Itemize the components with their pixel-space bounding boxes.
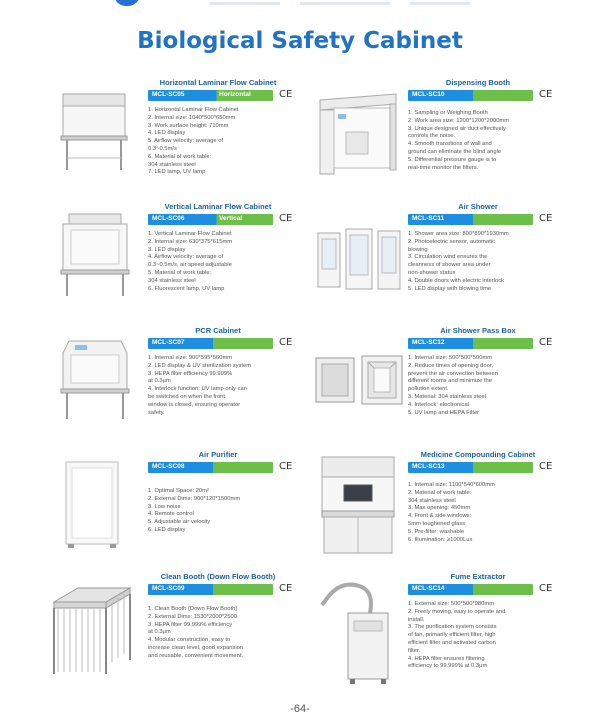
- spec-item: 2. Work area size: 1200*1200*2000mm: [408, 117, 510, 124]
- product-name: Air Shower Pass Box: [440, 326, 516, 335]
- vertical-laminar-flow-cabinet-image: [55, 210, 135, 300]
- spec-item: 3. The purification system consists of fan, primarily efficient filter, high efficient filter and activated carbon filter.: [408, 624, 497, 654]
- product-name: Clean Booth (Down Flow Booth): [160, 572, 276, 581]
- page-number: -64-: [290, 703, 310, 715]
- model-number: MCL-SC12: [412, 339, 445, 346]
- model-number: MCL-SC06: [152, 215, 185, 222]
- spec-item: 4. Interlock function: UV lamp only can be switched on when the front window is closed, ensuring operator safety.: [148, 386, 247, 416]
- product-name: Fume Extractor: [450, 572, 506, 581]
- spec-item: 1. Optimal Space: 20m²: [148, 488, 209, 494]
- spec-item: 1. Sampling or Weighing Booth: [408, 110, 488, 116]
- model-badge: [408, 90, 533, 101]
- spec-item: 6. Illumination: ≥1000Lux: [408, 536, 473, 543]
- spec-item: 3. Circulation wind ensures the cleanness of shower area under non-shower status: [408, 254, 491, 276]
- brand-logo: [114, 0, 140, 6]
- spec-item: 4. LED display: [148, 130, 186, 137]
- spec-item: 6. LED display: [148, 526, 186, 533]
- spec-item: 4. Airflow velocity: average of 0.3~0.5m/s, air speed adjustable: [148, 254, 232, 269]
- ce-mark: CE: [279, 89, 293, 100]
- spec-list: [148, 107, 288, 177]
- air-shower-pass-box-image: [312, 350, 406, 412]
- spec-item: 1. Internal size: 900*595*560mm: [148, 355, 233, 361]
- product-name: Air Shower: [458, 202, 498, 211]
- header-decoration: [210, 2, 280, 5]
- spec-item: 1. Shower area size: 800*890*1930mm: [408, 231, 509, 237]
- medicine-compounding-cabinet-image: [318, 453, 398, 557]
- horizontal-laminar-flow-cabinet-image: [55, 88, 135, 174]
- spec-item: 3. HEPA filter efficiency 99.999% at 0.3μm: [148, 370, 233, 385]
- model-number: MCL-SC09: [152, 585, 185, 592]
- spec-item: 3. HEPA filter 99.999% efficiency at 0.3μm: [148, 621, 233, 636]
- spec-item: 2. Freely moving, easy to operate and install.: [408, 608, 506, 623]
- spec-item: 1. External size: 500*500*980mm: [408, 601, 495, 607]
- model-number: MCL-SC08: [152, 463, 185, 470]
- header-decoration: [410, 2, 470, 5]
- spec-list: [408, 231, 548, 293]
- spec-item: 4. Double doors with electric interlock: [408, 277, 505, 284]
- model-tag: Horizontal: [219, 91, 251, 98]
- product-name: Dispensing Booth: [445, 78, 511, 87]
- ce-mark: CE: [539, 583, 553, 594]
- header-decoration: [300, 2, 390, 5]
- spec-item: 7. LED lamp, UV lamp: [148, 169, 206, 176]
- model-number: MCL-SC13: [412, 463, 445, 470]
- spec-list: [408, 355, 548, 417]
- spec-item: 6. Material of work table: 304 stainless steel: [148, 153, 212, 168]
- spec-item: 4. HEPA filter ensures filtering efficiency to 99.999% at 0.3μm: [408, 655, 488, 670]
- model-number: MCL-SC10: [412, 91, 445, 98]
- model-number: MCL-SC14: [412, 585, 445, 592]
- spec-item: 3. Work surface height: 710mm: [148, 122, 229, 129]
- product-name: Medicine Compounding Cabinet: [420, 450, 536, 459]
- pcr-cabinet-image: [55, 333, 135, 423]
- spec-item: 1. Clean Booth (Down Flow Booth): [148, 606, 238, 612]
- spec-item: 3. LED display: [148, 246, 186, 253]
- model-badge: [408, 214, 533, 225]
- model-badge: [408, 584, 533, 595]
- spec-item: 5. Airflow velocity: average of 0.3~0.5m/s: [148, 138, 224, 152]
- spec-item: 1. Internal size: 1100*540*600mm: [408, 482, 495, 488]
- model-badge: [148, 338, 273, 349]
- air-shower-image: [314, 225, 404, 295]
- spec-list: [148, 231, 288, 293]
- spec-item: 5. Differential pressure gauge is to real-time monitor the filters.: [408, 156, 497, 171]
- product-card: [408, 78, 600, 200]
- product-name: PCR Cabinet: [195, 326, 241, 335]
- ce-mark: CE: [279, 583, 293, 594]
- spec-item: 4. Remote control: [148, 511, 194, 518]
- spec-item: 2. LED display & UV sterilization system: [148, 362, 252, 369]
- ce-mark: CE: [539, 89, 553, 100]
- spec-item: 4. Interlock: electronical: [408, 401, 469, 408]
- product-card: [408, 202, 600, 324]
- model-number: MCL-SC05: [152, 91, 185, 98]
- ce-mark: CE: [539, 337, 553, 348]
- spec-item: 2. Reduce times of opening door, prevent the air convection between different rooms and minimize the pollution extent.: [408, 362, 498, 393]
- spec-list: [408, 482, 548, 544]
- spec-list: [408, 110, 548, 172]
- spec-item: 3. Material: 304 stainless steel: [408, 393, 486, 400]
- spec-item: 5. LED display with blowing time: [408, 285, 492, 292]
- model-number: MCL-SC07: [152, 339, 185, 346]
- spec-list: [408, 601, 548, 671]
- model-tag: Vertical: [219, 215, 243, 222]
- product-name: Air Purifier: [198, 450, 238, 459]
- spec-item: 4. Modular construction, easy to increase clean level, good expansion and reusable, convenient movement.: [148, 637, 244, 659]
- spec-item: 2. External Dims: 900*120*1500mm: [148, 495, 241, 502]
- spec-item: 1. Horizontal Laminar Flow Cabinet: [148, 107, 239, 113]
- spec-item: 2. External Dims: 1530*2000*2500: [148, 613, 237, 620]
- model-number: MCL-SC11: [412, 215, 445, 222]
- spec-item: 2. Internal size: 1040*500*650mm: [148, 114, 236, 121]
- air-purifier-image: [58, 458, 128, 552]
- model-badge: [408, 462, 533, 473]
- dispensing-booth-image: [314, 90, 402, 178]
- ce-mark: CE: [539, 213, 553, 224]
- spec-item: 1. Internal size: 500*500*500mm: [408, 355, 493, 361]
- spec-item: 6. Fluorescent lamp, UV lamp: [148, 285, 225, 292]
- spec-item: 2. Internal size: 630*375*615mm: [148, 238, 233, 245]
- ce-mark: CE: [279, 213, 293, 224]
- page-title: Biological Safety Cabinet: [137, 28, 463, 54]
- product-name: Horizontal Laminar Flow Cabinet: [159, 78, 277, 87]
- spec-list: [148, 355, 288, 417]
- model-badge: [148, 584, 273, 595]
- product-card: [408, 450, 600, 572]
- spec-item: 2. Material of work table: 304 stainless steel: [408, 489, 472, 504]
- spec-item: 3. Unique designed air duct effectively controls the noise.: [408, 125, 506, 140]
- product-card: [408, 572, 600, 694]
- product-card: [408, 326, 600, 448]
- spec-list: [148, 606, 288, 661]
- spec-item: 3. Max opening: 450mm: [408, 505, 471, 512]
- spec-item: 4. Front & side windows: 5mm toughened glass: [408, 513, 472, 527]
- spec-list: [148, 488, 288, 535]
- spec-item: 5. Material of work table: 304 stainless steel: [148, 269, 212, 284]
- spec-item: 5. Adjustable air velocity: [148, 519, 211, 526]
- ce-mark: CE: [279, 337, 293, 348]
- spec-item: 3. Low noise: [148, 503, 181, 510]
- spec-item: 1. Vertical Laminar Flow Cabinet: [148, 231, 232, 237]
- model-badge: [148, 462, 273, 473]
- spec-item: 2. Photoelectric sensor, automatic blowing: [408, 238, 495, 253]
- spec-item: 4. Smooth transitions of wall and ground can eliminate the blind angle: [408, 141, 502, 155]
- clean-booth-image: [48, 584, 134, 680]
- spec-item: 5. UV lamp and HEPA Filter: [408, 409, 480, 416]
- model-badge: [148, 90, 273, 101]
- fume-extractor-image: [318, 575, 398, 687]
- product-name: Vertical Laminar Flow Cabinet: [164, 202, 272, 211]
- model-badge: [148, 214, 273, 225]
- spec-item: 5. Pre-filter: washable: [408, 528, 465, 535]
- ce-mark: CE: [539, 461, 553, 472]
- ce-mark: CE: [279, 461, 293, 472]
- model-badge: [408, 338, 533, 349]
